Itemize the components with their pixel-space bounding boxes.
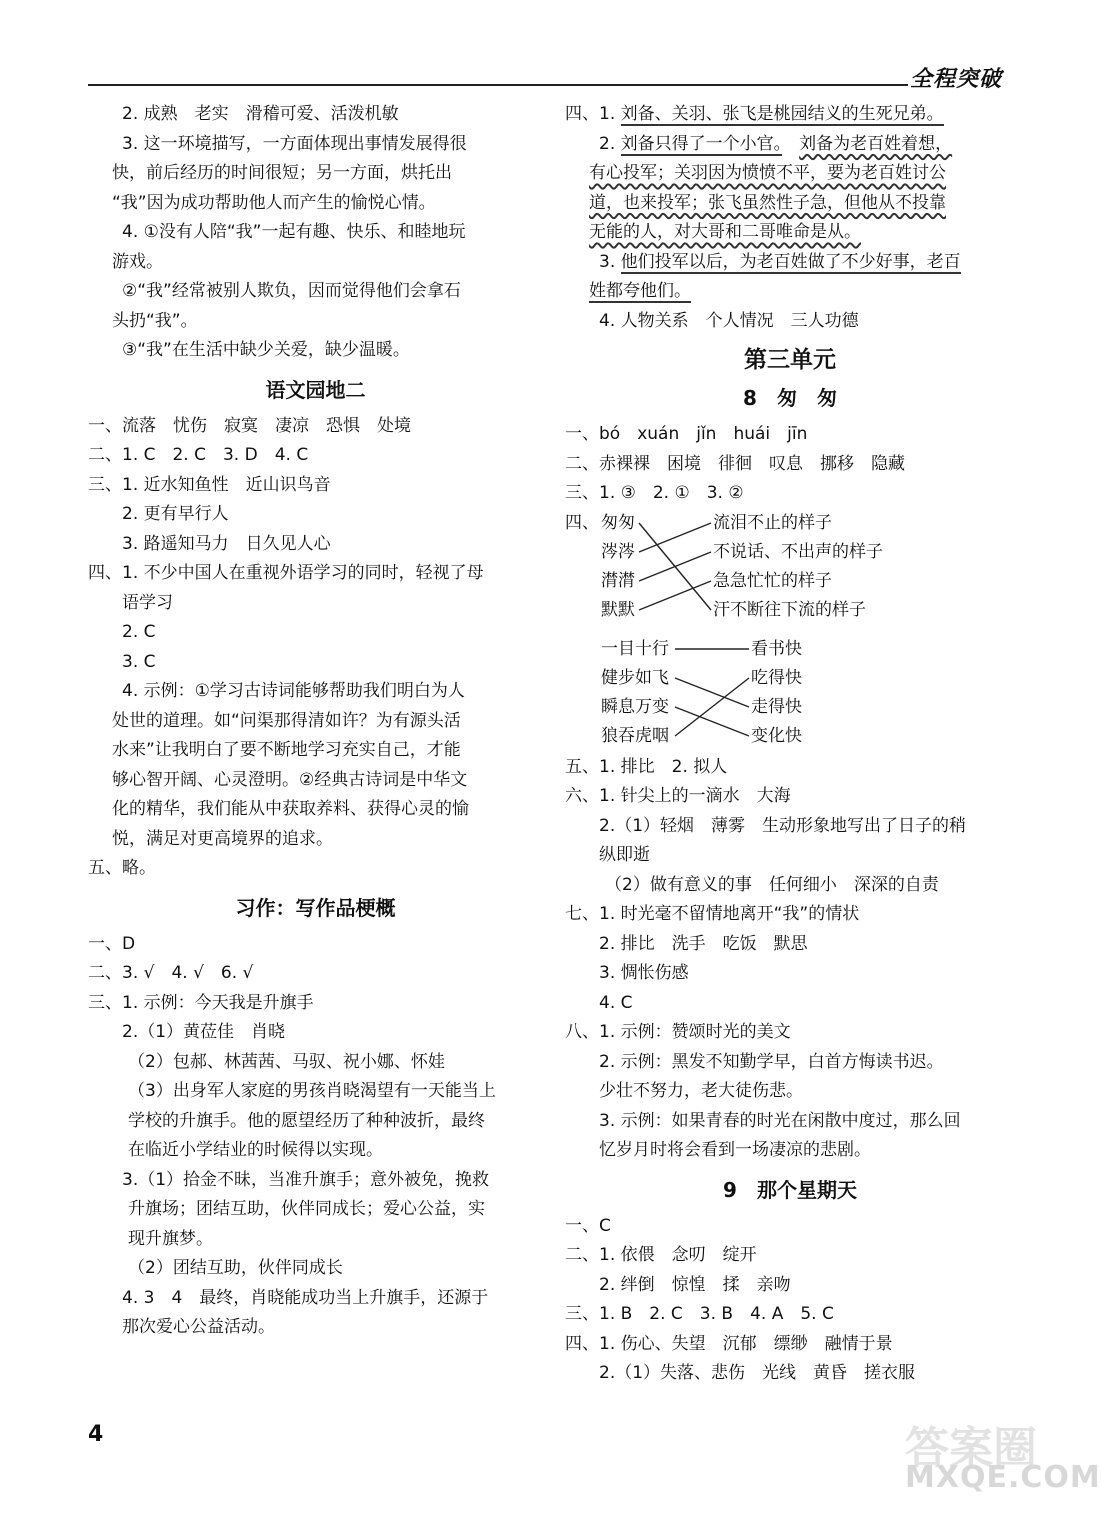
underlined-answer: 姓都夸他们。 bbox=[589, 281, 691, 301]
answer-line: 快，前后经历的时间很短；另一方面，烘托出 bbox=[112, 163, 452, 183]
match-left-item: 瞬息万变 bbox=[601, 696, 669, 717]
answer-line bbox=[565, 189, 1015, 219]
unit-heading: 第三单元 bbox=[744, 347, 836, 373]
answer-line: 三、1. B 2. C 3. B 4. A 5. C bbox=[565, 1304, 834, 1324]
answer-line bbox=[565, 159, 1015, 189]
answer-line: （3）出身军人家庭的男孩肖晓渴望有一天能当上 bbox=[128, 1081, 496, 1101]
gap bbox=[782, 134, 799, 154]
wavy-underlined-answer: 道，也来投军；张飞虽然性子急，但他从不投靠 bbox=[589, 192, 946, 213]
match-left-item: 一目十行 bbox=[601, 638, 669, 659]
answer-line: （2）包郝、林茜茜、马驭、祝小娜、怀娃 bbox=[128, 1051, 445, 1072]
answer-line: 一、bó xuán jǐn huái jīn bbox=[565, 424, 808, 444]
answer-line: 化的精华，我们能从中获取养料、获得心灵的愉 bbox=[112, 799, 469, 819]
lesson-heading: 9 那个星期天 bbox=[723, 1177, 857, 1202]
section-heading: 习作：写作品梗概 bbox=[235, 895, 396, 920]
answer-line: 二、1. C 2. C 3. D 4. C bbox=[88, 445, 309, 465]
answer-line: （2）团结互助，伙伴同成长 bbox=[128, 1258, 343, 1278]
answer-line: 2. C bbox=[122, 622, 156, 642]
answer-line: ③“我”在生活中缺少关爱，缺少温暖。 bbox=[122, 340, 410, 360]
match-right-item: 流泪不止的样子 bbox=[713, 512, 832, 533]
answer-line: 2.（1）轻烟 薄雾 生动形象地写出了日子的稍 bbox=[599, 815, 967, 836]
answer-line: 三、1. ③ 2. ① 3. ② bbox=[565, 483, 744, 503]
answer-line bbox=[565, 277, 1015, 307]
answer-line: 三、1. 近水知鱼性 近山识鸟音 bbox=[88, 474, 331, 495]
answer-line: ②“我”经常被别人欺负，因而觉得他们会拿石 bbox=[122, 281, 461, 301]
answer-line: 2. 示例：黑发不知勤学早，白首方悔读书迟。 bbox=[599, 1051, 944, 1072]
answer-line: 2. 绊倒 惊惶 揉 亲吻 bbox=[599, 1274, 791, 1295]
answer-line: 一、流落 忧伤 寂寞 凄凉 恐惧 处境 bbox=[88, 415, 411, 436]
match-right-item: 变化快 bbox=[751, 725, 802, 746]
page-number: 4 bbox=[88, 1422, 104, 1447]
wavy-underlined-answer: 刘备为老百姓着想， bbox=[799, 133, 953, 154]
match-left-item: 潸潸 bbox=[601, 570, 635, 591]
answer-line bbox=[565, 130, 1015, 160]
match-left-item: 涔涔 bbox=[601, 541, 635, 562]
answer-line: 一、C bbox=[565, 1215, 611, 1236]
answer-line: 处世的道理。如“问渠那得清如许？为有源头活 bbox=[112, 710, 461, 731]
answer-line: 七、1. 时光毫不留情地离开“我”的情状 bbox=[565, 904, 860, 924]
answer-line: 那次爱心公益活动。 bbox=[122, 1317, 275, 1337]
match-left-item: 默默 bbox=[601, 599, 635, 620]
answer-line: 4. 3 4 最终，肖晓能成功当上升旗手，还源于 bbox=[122, 1287, 489, 1308]
answer-line: 悦，满足对更高境界的追求。 bbox=[112, 828, 333, 849]
wavy-underlined-answer: 无能的人，对大哥和二哥唯命是从。 bbox=[589, 222, 861, 242]
answer-line bbox=[565, 100, 1015, 130]
answer-line: 现升旗梦。 bbox=[128, 1228, 213, 1249]
answer-line: 2.（1）失落、悲伤 光线 黄昏 搓衣服 bbox=[599, 1363, 916, 1383]
answer-line: 二、赤裸裸 困境 徘徊 叹息 挪移 隐藏 bbox=[565, 453, 905, 474]
match-right-item: 急急忙忙的样子 bbox=[713, 570, 832, 591]
answer-line: 4. C bbox=[599, 992, 633, 1013]
answer-line: 头扔“我”。 bbox=[112, 310, 198, 331]
answer-line: 四、1. 伤心、失望 沉郁 缥缈 融情于景 bbox=[565, 1333, 893, 1354]
answer-line: 在临近小学结业的时候得以实现。 bbox=[128, 1140, 383, 1160]
item-prefix: 四、1. bbox=[565, 104, 621, 124]
matching-exercise-1 bbox=[565, 509, 1015, 629]
left-column bbox=[88, 100, 543, 1343]
answer-line: 二、1. 依偎 念叨 绽开 bbox=[565, 1245, 757, 1265]
match-right-item: 走得快 bbox=[751, 696, 802, 717]
answer-line: 二、3. √ 4. √ 6. √ bbox=[88, 963, 254, 983]
answer-line: 2. 更有早行人 bbox=[122, 504, 229, 524]
answer-line: 四、1. 不少中国人在重视外语学习的同时，轻视了母 bbox=[88, 563, 484, 583]
answer-line: 五、1. 排比 2. 拟人 bbox=[565, 756, 728, 777]
answer-line: 五、略。 bbox=[88, 858, 156, 878]
underlined-answer: 他们投军以后，为老百姓做了不少好事，老百 bbox=[620, 251, 961, 272]
answer-line: “我”因为成功帮助他人而产生的愉悦心情。 bbox=[112, 192, 436, 213]
answer-line: （2）做有意义的事 任何细小 深深的自责 bbox=[605, 874, 939, 895]
match-right-item: 吃得快 bbox=[751, 667, 802, 688]
answer-line: 4. 示例：①学习古诗词能够帮助我们明白为人 bbox=[122, 681, 465, 701]
answer-line: 升旗场；团结互助，伙伴同成长；爱心公益，实 bbox=[128, 1199, 485, 1219]
answer-line: 纵即逝 bbox=[599, 845, 650, 865]
answer-line: 2. 排比 洗手 吃饭 默思 bbox=[599, 933, 808, 954]
underlined-answer: 刘备、关羽、张飞是桃园结义的生死兄弟。 bbox=[620, 104, 944, 124]
answer-line: 语学习 bbox=[122, 592, 173, 613]
answer-line: 一、D bbox=[88, 933, 136, 954]
right-column bbox=[565, 100, 1015, 1389]
answer-line: 4. ①没有人陪“我”一起有趣、快乐、和睦地玩 bbox=[122, 222, 466, 242]
answer-line: 3.（1）拾金不昧，当准升旗手；意外被免，挽救 bbox=[122, 1169, 490, 1190]
answer-line: 2.（1）黄莅佳 肖晓 bbox=[122, 1022, 286, 1042]
match-right-item: 汗不断往下流的样子 bbox=[713, 599, 866, 620]
brand-title: 全程突破 bbox=[910, 67, 1003, 92]
answer-line: 4. 人物关系 个人情况 三人功德 bbox=[599, 310, 859, 331]
item-prefix: 四、 bbox=[565, 512, 599, 533]
item-prefix: 3. bbox=[599, 251, 621, 272]
match-left-item: 匆匆 bbox=[601, 512, 635, 533]
item-prefix: 2. bbox=[599, 133, 621, 154]
answer-line: 八、1. 示例：赞颂时光的美文 bbox=[565, 1022, 791, 1042]
answer-line: 3. 惆怅伤感 bbox=[599, 963, 689, 983]
answer-line: 够心智开阔、心灵澄明。②经典古诗词是中华文 bbox=[112, 769, 468, 790]
answer-line: 学校的升旗手。他的愿望经历了种种波折，最终 bbox=[128, 1110, 485, 1131]
answer-line bbox=[565, 248, 1015, 278]
answer-line: 游戏。 bbox=[112, 251, 163, 272]
answer-line: 2. 成熟 老实 滑稽可爱、活泼机敏 bbox=[122, 104, 399, 124]
answer-line: 3. 路遥知马力 日久见人心 bbox=[122, 533, 331, 554]
answer-line bbox=[565, 218, 1015, 248]
header-rule bbox=[88, 84, 908, 86]
watermark-url: MXQE.COM bbox=[905, 1460, 1101, 1495]
match-right-item: 不说话、不出声的样子 bbox=[713, 541, 883, 562]
lesson-heading: 8 匆 匆 bbox=[743, 386, 837, 410]
answer-line: 3. C bbox=[122, 651, 156, 672]
match-left-item: 狼吞虎咽 bbox=[601, 725, 669, 746]
answer-line: 六、1. 针尖上的一滴水 大海 bbox=[565, 786, 791, 806]
watermark-logo: 答案圈 bbox=[905, 1423, 1037, 1474]
answer-line: 水来”让我明白了要不断地学习充实自己，才能 bbox=[112, 740, 461, 760]
match-left-item: 健步如飞 bbox=[601, 667, 669, 688]
wavy-underlined-answer: 有心投军；关羽因为愤愤不平，要为老百姓讨公 bbox=[589, 163, 946, 183]
answer-line: 忆岁月时将会看到一场凄凉的悲剧。 bbox=[599, 1140, 871, 1160]
answer-line: 三、1. 示例：今天我是升旗手 bbox=[88, 992, 314, 1013]
answer-line: 3. 这一环境描写，一方面体现出事情发展得很 bbox=[122, 133, 467, 154]
match-right-item: 看书快 bbox=[751, 638, 802, 659]
answer-line: 少壮不努力，老大徒伤悲。 bbox=[599, 1081, 803, 1101]
answer-line: 3. 示例：如果青春的时光在闲散中度过，那么回 bbox=[599, 1110, 961, 1131]
underlined-answer: 刘备只得了一个小官。 bbox=[620, 133, 783, 154]
section-heading: 语文园地二 bbox=[265, 377, 366, 402]
matching-exercise-2 bbox=[565, 635, 1015, 753]
